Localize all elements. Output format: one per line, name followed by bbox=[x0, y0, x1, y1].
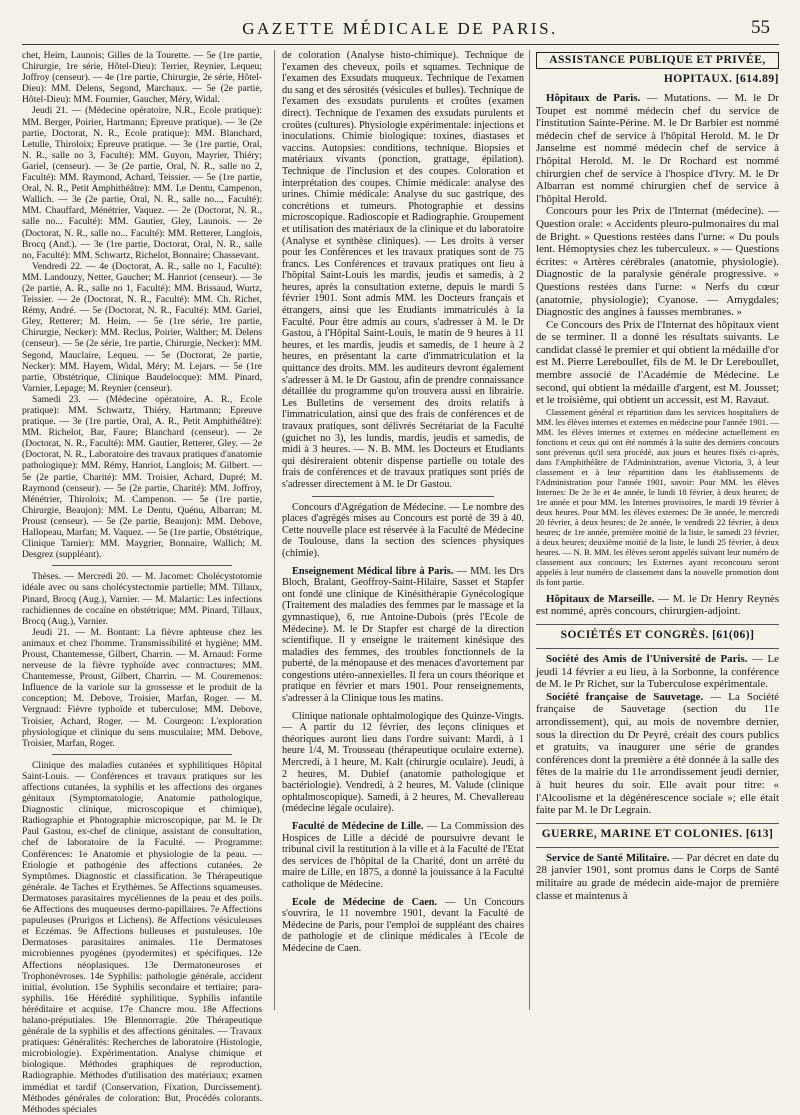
section-heading: Service de Santé Militaire. bbox=[546, 851, 670, 864]
section-heading: Faculté de Médecine de Lille. bbox=[292, 821, 424, 832]
paragraph: — La Société française de Sauvetage (section du 11e arrondissement), qui, au mois de novembre dernier, sous la direction du Dr Peyré, créait des cours publics et gratuits, va inaugurer une série de grandes conférences dont la première a été donnée à la salle des fêtes de la mairie du 11e arrondissement jeudi dernier, à huit heures du soir. Elle avait pour titre: « l'Alcoolisme et la dégénérescence sociale »; elle était faite par M. le Dr Legrain. bbox=[536, 690, 779, 817]
journal-title: GAZETTE MÉDICALE DE PARIS. bbox=[242, 19, 558, 38]
section-subtitle: HOPITAUX. [614.89] bbox=[663, 73, 779, 85]
column-divider-2 bbox=[529, 50, 530, 1010]
paragraph: Concours d'Agrégation de Médecine. — Le nombre des places d'agrégés mises au Concours est porté de 39 à 40. Cette nouvelle place est réservée à la Faculté de Médecine de Toulouse, dans la section des sciences physiques (chimie). bbox=[282, 501, 524, 559]
section-box-assistance bbox=[536, 52, 779, 69]
paragraph: chet, Heim, Launois; Gilles de la Tourette. — 5e (1re partie, Chirurgie, 1re série, Hôtel-Dieu): Terrier, Reynier, Lequeu; Joffroy (censeur). — 4e (1re partie, Chirurgie, 2e série, Hôtel-Dieu): MM. Delens, Segond, Marchaux. — 5e (2e partie, Hôtel-Dieu): MM. Fournier, Gaucher, Méry, Widal. bbox=[22, 50, 262, 106]
paragraph: de coloration (Analyse histo-chimique). Technique de l'examen des cheveux, poils et squames. Technique de l'examen des Exsudats muqueux. Technique de l'examen du sang et des sérosités (vésicules et bulles). Technique de l'examen des exsudats purulents et croûtes (examen direct). Technique de l'examen des exsudats purulents et croûtes (cultures). Physiologie expérimentale: injections et inoculations. Chimie biologique: toxines, diastases et vaccins. Autopsies: conditions, technique. Biopsies et matériaux vivants (ponction, grattage, épilation). Technique de l'inclusion et des coupes. Coloration et interprétation des coupes. Chimie médicale: analyse des urines. Chimie médicale: Analyse du suc gastrique, des concrétions et tumeurs. Photographie et dessins microscopique. Radioscopie et Radiographie. Groupement et utilisation des matériaux de la clinique et du laboratoire (Analyse et synthèse cliniques). — Les droits à verser pour les Conférences et les travaux pratiques sont de 75 francs. Les Conférences et travaux pratiques ont lieu à l'hôpital Saint-Louis les mardis, jeudis et samedis, à 2 heures, après la consultation externe, depuis le mardi 5 février 1901. Sont admis MM. les Docteurs français et étrangers, ainsi que les Etudiants immatriculés à la Faculté. Pour être admis au cours, s'adresser à M. le Dr Gastou, à l'Hôpital Saint-Louis, le matin de 9 heures à 11 heures, et les mardis, jeudis et samedis, de 1 heure à 2 heures, en présentant la carte d'immatriculation et la quittance des droits. MM. les auditeurs devront également s'adresser à M. le Dr Gastou, afin de prendre connaissance détaillée du programme qu'on trouvera aussi en librairie. Les Bulletins de versement des droits relatifs à l'immatriculation, ainsi que des frais de conférences et de travaux pratiques, sont délivrés Secrétariat de la Faculté (guichet no 3), les lundis, mardis, jeudis et samedis, de midi à 3 heures. — N. B. MM. les Docteurs et Etudiants qui désireraient obtenir dispense partielle ou totale des frais de conférences et de travaux pratiques sont priés de s'adresser directement à M. le Dr Gastou. bbox=[282, 50, 524, 490]
paragraph: — Le jeudi 14 février a eu lieu, à la Sorbonne, la conférence de M. le Pr Richet, sur la Tuberculose expérimentale. bbox=[536, 653, 779, 691]
paragraph: Classement général et répartition dans les services hospitaliers de MM. les élèves internes et externes en médecine pour l'année 1901. — MM. les élèves internes et externes en médecine actuellement en fonctions et ceux qui ont été nommés à la suite des derniers concours sont prévenus qu'il sera procédé, aux jours et heures fixés ci-après, dans l'Amphithéâtre de l'Administration, avenue Victoria, 3, à leur classement et à leur répartition dans les établissements de l'Administration pour l'année 1901, savoir: Pour MM. les élèves Internes: De 2e 3e et 4e année, le lundi 18 février, à deux heures; de 1re année et pour MM. les Internes provisoires, le mardi 19 février à deux heures. Pour MM. les élèves externes: De 3e année, le mercredi 20 février, à deux heures; de 2e année, le vendredi 22 février, à deux heures; de 1re année, première moitié de la liste, le samedi 23 février, à deux heures; deuxième moitié de la liste, le lundi 25 février, à deux heures. — N. B. MM. les élèves seront appelés suivant leur numéro de classement aux concours; les Externes ayant reconcouru seront appelés à leur numéro de classement dans la nouvelle promotion dont ils font partie. bbox=[536, 406, 779, 587]
paragraph: Vendredi 22. — 4e (Doctorat, A. R., salle no 1, Faculté): MM. Landouzy, Netter, Gaucher; M. Hanriot (censeur). — 3e (2e partie, A. R., salle no 1, Faculté): MM. Brissaud, Wurtz, Teissier. — 2e (Doctorat, N. R., Faculté): MM. Ch. Richet, Rémy, André. — 5e (Doctorat, N. R., Faculté): MM. Gariel, Gley, Retterer; M. Heim. — 5e (1re série, 1re partie, Chirurgie, Necker): MM. Reclus, Poirier, Walther; M. Delens (censeur). — 5e (2e série, 1re partie, Chirurgie, Necker): MM. Segond, Mauclaire, Lequeu. — 5e (Doctorat, 2e partie, Necker): MM. Hayem, Widal, Méry; M. Lejars. — 5e (1re partie, Obstétrique, Clinique Baudelocque): MM. Pinard, Varnier, Lepage; M. Reynier (censeur). bbox=[22, 260, 262, 394]
section-heading: Hôpitaux de Marseille. bbox=[546, 592, 655, 605]
paragraph: Jeudi 21. — (Médecine opératoire, N.R., Ecole pratique): MM. Berger, Poirier, Hartmann; Epreuve pratique). — 3e (2e partie, Doctorat, N. R., Ecole pratique): MM. Blanchard, Letulle, Thiroloix; Epreuve pratique. — 3e (1re partie, Oral, N. R., salle no 3, Faculté): MM. Guyon, Mayrier, Thiéry; Gariel, (censeur). — 3e (2e partie, Oral, N. R., salle no 2, Faculté): MM. Raymond, Achard, Teissier. — 5e (1re partie, Oral, N. R., Petit Amphithéâtre): MM. Le Dentu, Campenon, Wallich. — 3e (2e partie, Oral, N. R., salle no..., Faculté): MM. Chauffard, Ménétrier, Vaquez. — 2e (Doctorat, N. R., salle no... Faculté): MM. Gautier, Gley, Launois. — 2e (Doctorat, N. R., salle no... Faculté): MM. Retterer, Langlois, Brocq (And.). — 3e (1re partie, Doctorat, Oral, N. R., salle no, Faculté): MM. Schwartz, Richelot, Bonnaire; Chassevant. bbox=[22, 105, 262, 261]
column-1 bbox=[22, 50, 262, 1115]
column-3 bbox=[536, 50, 779, 1012]
section-heading: Ecole de Médecine de Caen. bbox=[292, 896, 438, 908]
paragraph: Samedi 23. — (Médecine opératoire, A. R., Ecole pratique): MM. Schwartz, Thiéry, Hartmann; Epreuve pratique. — 3e (1re partie, Oral, A. R., Petit Amphithéâtre): MM. Richelot, Bar, Faure; Blanchard (censeur). — 2e (Doctorat, N. R., Faculté): MM. Gautier, Retterer, Gley. — 2e (Doctorat, N. R., Laboratoire des travaux pratiques d'anatomie pathologique): MM. Rémy, Hanriot, Langlois; M. Gilbert. — 5e (2e partie, Charité): MM. Troisier, Achard, Dupré; M. Raymond (censeur). — 5e (2e partie, Charité): MM. Joffroy, Ménétrier, Thiroloix; M. Campenon. — 5e (1re partie, Chirurgie, Beaujon): MM. Le Dentu, Quénu, Albarran; M. Proust (censeur). — 5e (2e partie, Beaujon): MM. Debove, Hallopeau, Marfan; M. Vaquez. — 5e (1re partie, Obstétrique, Clinique Tarnier): MM. Maygrier, Bonnaire, Wallich; M. Desgrez (suppléant). bbox=[22, 393, 262, 561]
page-number: 55 bbox=[751, 17, 770, 38]
section-title: GUERRE, MARINE ET COLONIES. [613] bbox=[541, 827, 774, 840]
section-heading: Enseignement Médical libre à Paris. bbox=[292, 565, 454, 577]
paragraph: Jeudi 21. — M. Bontant: La fièvre aphteuse chez les animaux et chez l'homme. Transmissibilité et hygiène; MM. Proust, Chantemesse, Gilbert, Charrin. — M. Arnaud: Forme nerveuse de la fièvre typhoïde avec contractures; MM. Chantemesse, Proust, Gilbert, Charrin. — M. Couremenos: Influence de la variole sur la grossesse et le produit de la conception; M. Debove, Troisier, Marfan, Roger. — M. Vergnaud: Fièvre typhoïde et tuberculose; MM. Debove, Troisier, Achard, Roger. — M. Courgeon: L'exploration physiologique et clinique du sens musculaire; MM. Debove, Troisier, Marfan, Roger. bbox=[22, 626, 262, 749]
paragraph: Thèses. — Mercredi 20. — M. Jacomet: Cholécystotomie idéale avec ou sans cholécystectomie partielle; MM. Tillaux, Pinard, Brocq (Aug.), Varnier. — M. Malartic: Les infections rachidiennes de cocaïne en obstétrique; MM. Pinard, Tillaux, Brocq (Aug.), Varnier. bbox=[22, 571, 262, 627]
paragraph: Ce Concours des Prix de l'Internat des hôpitaux vient de se terminer. Il a donné les résultats suivants. Le candidat classé le premier et qui obtient la médaille d'or est M. Pierre Lereboullet, fils de M. le Dr Lereboullet, membre associé de l'Académie de Médecine. Le second, qui obtient la médaille d'argent, est M. Jousset; et le troisième, qui obtient un accessit, est M. Ravaut. bbox=[536, 318, 779, 407]
paragraph: — M. le Dr Henry Reynès est nommé, après concours, chirurgien-adjoint. bbox=[536, 592, 779, 618]
divider bbox=[312, 496, 494, 497]
section-title: ASSISTANCE PUBLIQUE ET PRIVÉE, bbox=[549, 54, 766, 66]
paragraph: — MM. les Drs Bloch, Bralant, Geoffroy-Saint-Hilaire, Sasset et Stapfer ont fondé une clinique de Kinésithérapie Gynécologique (Traitement des maladies des femmes par le massage et la gymnastique), 6, rue Antoine-Dubois (près l'Ecole de Médecine). M. le Dr Stapfer est chargé de la direction scientifique. Il y enseigne le traitement kinésique des maladies des femmes, des troubles fonctionnels de la puberté, de la ménopause et des menaces d'avortement par congestions utéro-annexielles. Il fera un cours théorique et pratique en février et mars 1901. Pour renseignements, s'adresser à la Clinique tous les matins. bbox=[282, 565, 524, 705]
column-divider-1 bbox=[274, 50, 275, 1010]
divider bbox=[52, 565, 232, 566]
paragraph: — Un Concours s'ouvrira, le 11 novembre 1901, devant la Faculté de Médecine de Paris, pour l'emploi de suppléant des chaires de pathologie et de clinique médicales à l'Ecole de Médecine de Caen. bbox=[282, 896, 525, 954]
section-heading: Hôpitaux de Paris. bbox=[546, 92, 641, 104]
header-rule bbox=[22, 44, 779, 45]
column-2 bbox=[282, 50, 524, 1012]
paragraph: — Mutations. — M. le Dr Toupet est nommé médecin chef du service de l'institution Sainte-Périne. M. le Dr Barbier est nommé médecin chef de service à l'hôpital Herold. M. le Dr Janselme est nommé médecin chef de service à l'hôpital Herold. M. le Dr Rochard est nommé chirurgien chef de service à l'hospice d'Ivry. M. le Dr Albarran est nommé chirurgien chef de service à l'hôpital Herold. bbox=[536, 92, 780, 205]
paragraph: — La Commission des Hospices de Lille a décidé de poursuivre devant le tribunal civil la restitution à la ville et à la Faculté de l'Etat des services de l'hôpital de la Charité, dont un arrêté du maire de Lille, en 1875, a donné la jouissance à la Faculté catholique de Médecine. bbox=[282, 821, 524, 890]
paragraph: Clinique nationale ophtalmologique des Quinze-Vingts. — A partir du 12 février, des leçons cliniques et théoriques auront lieu dans l'ordre suivant: Mardi, à 1 heure 1/4, M. Trousseau (thérapeutique oculaire externe). Mercredi, à 1 heure, M. Kalt (chirurgie oculaire). Jeudi, à 2 heures, M. Dubief (anatomie pathologique et bactériologie). Vendredi, à 2 heures, M. Valude (clinique ophtalmoscopique). Samedi, à 2 heures, M. Chevallereau (médecine légale oculaire). bbox=[282, 710, 524, 815]
page-header bbox=[0, 0, 800, 46]
section-title: SOCIÉTÉS ET CONGRÈS. [61(06)] bbox=[560, 629, 755, 642]
paragraph: Clinique des maladies cutanées et syphilitiques Hôpital Saint-Louis. — Conférences et travaux pratiques sur les affections cutanées, la syphilis et les affections des organes génitaux (Symptomatologie, Anatomie pathologique, Diagnostic clinique, microscopique et chimique), Radiographie et Photographie microscopique, par M. le Dr Paul Gastou, ex-chef de clinique, assistant de consultation, chef de laboratoire de la Faculté. — Programme: Conférences: 1e Anatomie et physiologie de la peau. — Etiologie et pathogénie des affections cutanées. 2e Symptômes. Diagnostic et classification. 3e Thérapeutique générale. 4e Taches et Erythèmes. 5e Affections squameuses. Dermatoses parasitaires mycéliennes de la peau et des poils. 6e Affections des muqueuses dermo-papillaires. 7e Affections papuleuses (Prurigos et Lichens). 8e Affections vésiculeuses et Eczémas. 9e Affections bulleuses et pustuleuses. 10e Dermatoses parasitaires animales. 11e Dermatoses microbiennes pyogènes (pyodermites) et spécifiques. 12e Affections néoplasiques. 13e Dermatoneuroses et Trophonévroses. 14e Syphilis: pathologie générale, accident initial, évolution. 15e Syphilis secondaire et tertiaire; para-syphilis. 16e Hérédité syphilitique. Syphilis infantile héréditaire et acquise. 17e Chancre mou. 18e Affections balano-préputiales. 19e Blennorragie. 20e Thérapeutique générale de la syphilis et des affections génitales. — Travaux pratiques: Généralités: Recherches de laboratoire (Histologie, microbiologie). Expérimentation. Analyse chimique et biologique. Méthodes graphiques de reproduction, Radiographie. Méthodes d'utilisation des matériaux; examen immédiat et tardif (Conservation, Fixation, Durcissement). Méthodes générales de coloration: But, Procédés colorants. Méthodes spéciales bbox=[22, 759, 262, 1115]
paragraph: Concours pour les Prix de l'Internat (médecine). — Question orale: « Accidents pleuro-pulmonaires du mal de Bright. » Questions restées dans l'urne: « Du pouls lent. Hémoptysies chez les tuberculeux. » — Questions écrites: « Artères cérébrales (anatomie, physiologie). Diagnostic de la paralysie générale progressive. » Questions restées dans l'urne: « Nerfs du cœur (anatomie, physiologie); Cyanose. — Amygdales; Diagnostic des angines à fausses membranes. » bbox=[536, 205, 779, 319]
paragraph: — Par décret en date du 28 janvier 1901, sont promus dans le Corps de Santé militaire au grade de médecin aide-major de première classe et maintenus à bbox=[536, 851, 779, 902]
section-heading: Société française de Sauvetage. bbox=[546, 690, 704, 703]
section-heading: Société des Amis de l'Université de Paris. bbox=[546, 653, 748, 666]
divider bbox=[52, 754, 232, 755]
